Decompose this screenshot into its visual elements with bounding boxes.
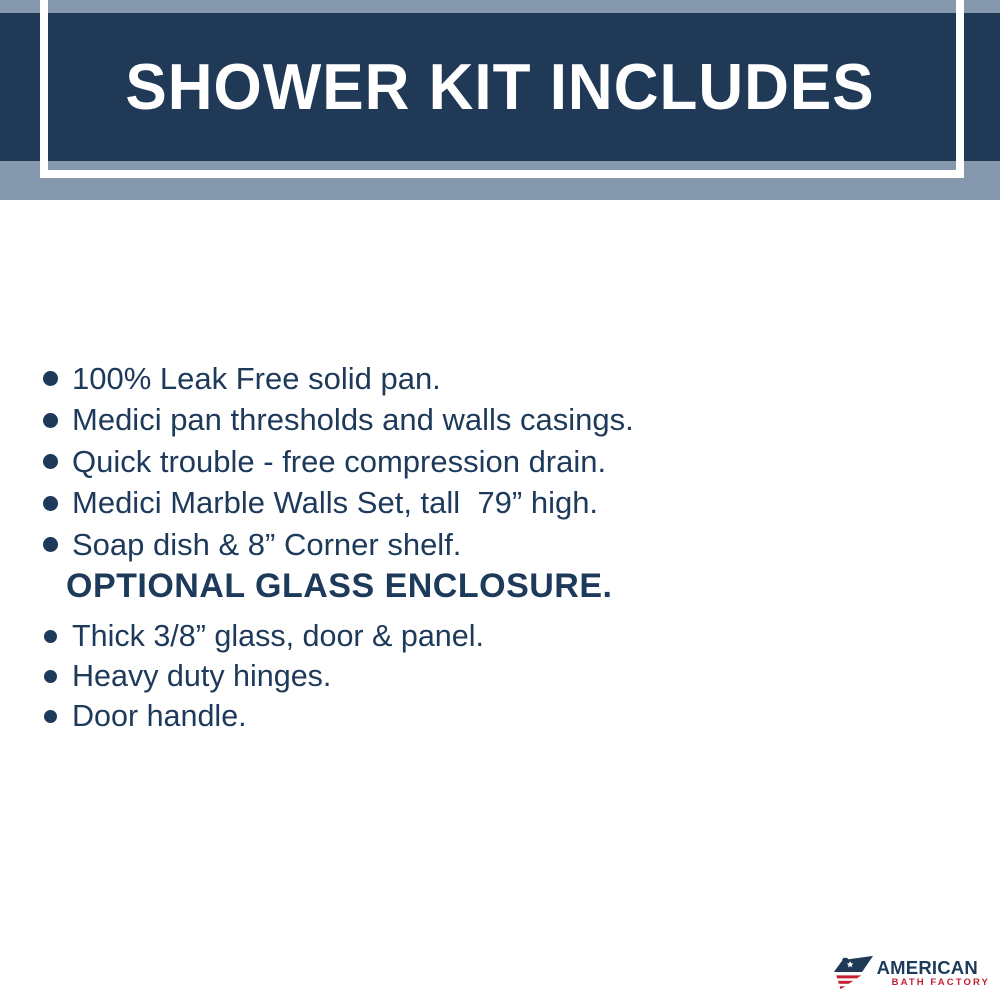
bullet-icon: [44, 670, 57, 683]
list-item-text: Medici Marble Walls Set, tall 79” high.: [72, 485, 599, 521]
bullet-icon: [43, 496, 58, 511]
list-item: [40, 697, 960, 737]
primary-feature-list: [40, 358, 960, 566]
secondary-feature-list: [40, 617, 960, 737]
brand-name: AMERICAN: [876, 957, 978, 978]
list-item-text: Soap dish & 8” Corner shelf.: [72, 526, 462, 562]
list-item: [40, 617, 960, 657]
list-item: [40, 358, 960, 400]
list-item-text: 100% Leak Free solid pan.: [72, 360, 441, 396]
list-item: [40, 483, 960, 525]
list-item-text: Thick 3/8” glass, door & panel.: [72, 619, 484, 653]
feature-list-section: [40, 358, 960, 737]
list-item-text: Door handle.: [72, 699, 247, 733]
brand-subtitle: BATH FACTORY: [891, 977, 990, 988]
header-banner: [0, 0, 1000, 200]
list-item-text: Quick trouble - free compression drain.: [72, 443, 607, 479]
list-item-text: Heavy duty hinges.: [72, 659, 332, 693]
list-item: [40, 657, 960, 697]
bullet-icon: [44, 710, 57, 723]
list-item: [40, 441, 960, 483]
page-title: SHOWER KIT INCLUDES: [125, 51, 875, 123]
header-border-frame: [40, 0, 964, 178]
bullet-icon: [43, 371, 58, 386]
bullet-icon: [43, 537, 58, 552]
list-item: [40, 524, 960, 566]
bullet-icon: [44, 630, 57, 643]
list-item: [40, 400, 960, 442]
bullet-icon: [43, 454, 58, 469]
brand-logo: [832, 951, 990, 995]
brand-logo-text: [877, 958, 990, 988]
list-item-text: Medici pan thresholds and walls casings.: [72, 402, 634, 438]
bullet-icon: [43, 413, 58, 428]
optional-glass-heading: OPTIONAL GLASS ENCLOSURE.: [66, 566, 613, 605]
american-bath-factory-icon: [832, 951, 874, 995]
